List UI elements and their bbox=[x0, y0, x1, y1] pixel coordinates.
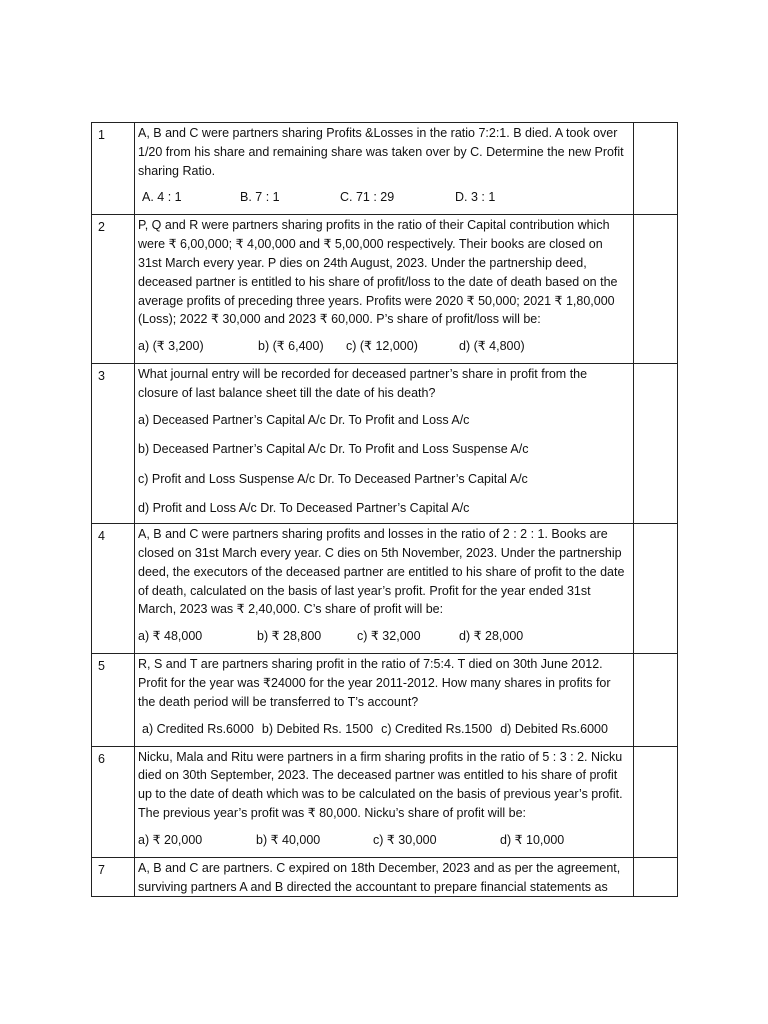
option-b: b) ₹ 40,000 bbox=[256, 832, 321, 847]
answer-cell bbox=[634, 524, 678, 654]
question-row bbox=[92, 654, 678, 746]
option-b: b) Deceased Partner’s Capital A/c Dr. To Profit and Loss Suspense A/c bbox=[138, 442, 529, 457]
answer-cell bbox=[634, 654, 678, 746]
option-d: d) (₹ 4,800) bbox=[459, 339, 525, 354]
question-text: A, B and C are partners. C expired on 18th December, 2023 and as per the agreement, surviving partners A and B directed the accountant to prepare financial statements as bbox=[138, 860, 621, 894]
question-row bbox=[92, 215, 678, 364]
options-row bbox=[138, 627, 629, 645]
question-row bbox=[92, 746, 678, 857]
option-c: C. 71 : 29 bbox=[340, 190, 395, 205]
option-d: D. 3 : 1 bbox=[455, 190, 496, 205]
option-a: a) Deceased Partner’s Capital A/c Dr. To Profit and Loss A/c bbox=[138, 412, 470, 427]
question-text: P, Q and R were partners sharing profits in the ratio of their Capital contribution which were ₹ 6,00,000; ₹ 4,00,000 and ₹ 5,00,000 respectively. Their books are closed on 31st March every year. P dies on 24th August, 2023. Under the partnership deed, deceased partner is entitled to his share of profit/loss to the date of death based on the average profits of preceding three years. Profits were 2020 ₹ 50,000; 2021 ₹ 1,80,000 (Loss); 2022 ₹ 30,000 and 2023 ₹ 60,000. P’s share of profit/loss will be: bbox=[138, 218, 618, 327]
option-a: a) ₹ 48,000 bbox=[138, 629, 203, 644]
options-row bbox=[138, 720, 629, 738]
answer-cell bbox=[634, 215, 678, 364]
option-d: d) ₹ 10,000 bbox=[500, 832, 565, 847]
question-row bbox=[92, 364, 678, 524]
question-number: 1 bbox=[98, 128, 105, 142]
options-row bbox=[138, 188, 629, 206]
option-b: b) Debited Rs. 1500 bbox=[261, 721, 374, 736]
option-c: c) (₹ 12,000) bbox=[346, 339, 418, 354]
question-text: A, B and C were partners sharing profits and losses in the ratio of 2 : 2 : 1. Books are closed on 31st March every year. C dies on 5th November, 2023. Under the partnership deed, the executors of the deceased partner are entitled to his share of profit to the date of death, calculated on the basis of last year’s profit. Profit for the year ended 31st March, 2023 was ₹ 2,40,000. C’s share of profit will be: bbox=[138, 527, 625, 617]
option-d: d) Profit and Loss A/c Dr. To Deceased Partner’s Capital A/c bbox=[138, 501, 470, 516]
question-row bbox=[92, 123, 678, 215]
question-number: 4 bbox=[98, 529, 105, 544]
option-c: c) ₹ 32,000 bbox=[357, 629, 421, 644]
option-a: A. 4 : 1 bbox=[142, 190, 182, 205]
option-d: d) ₹ 28,000 bbox=[459, 629, 524, 644]
options-row bbox=[138, 831, 629, 849]
option-c: c) ₹ 30,000 bbox=[373, 832, 437, 847]
option-b: B. 7 : 1 bbox=[240, 190, 280, 205]
question-number: 2 bbox=[98, 220, 105, 235]
option-c: c) Profit and Loss Suspense A/c Dr. To Deceased Partner’s Capital A/c bbox=[138, 471, 528, 486]
option-c: c) Credited Rs.1500 bbox=[381, 721, 493, 736]
option-a: a) Credited Rs.6000 bbox=[142, 721, 254, 736]
options-list bbox=[138, 411, 629, 518]
question-row bbox=[92, 857, 678, 897]
options-row bbox=[138, 337, 629, 355]
option-b: b) ₹ 28,800 bbox=[257, 629, 322, 644]
question-text: What journal entry will be recorded for deceased partner’s share in profit from the closure of last balance sheet till the date of his death? bbox=[138, 367, 588, 400]
option-a: a) (₹ 3,200) bbox=[138, 339, 204, 354]
question-number: 3 bbox=[98, 369, 105, 384]
question-text: R, S and T are partners sharing profit in the ratio of 7:5:4. T died on 30th June 2012. Profit for the year was ₹24000 for the year 2011-2012. How many shares in profits for the death period will be transferred to T’s account? bbox=[138, 657, 611, 709]
question-number: 5 bbox=[98, 659, 105, 674]
question-text: Nicku, Mala and Ritu were partners in a firm sharing profits in the ratio of 5 : 3 : 2. Nicku died on 30th September, 2023. The deceased partner was entitled to his share of profit up to the date of death which was to be calculated on the basis of previous year’s profit. The previous year’s profit was ₹ 80,000. Nicku’s share of profit will be: bbox=[138, 749, 623, 821]
option-d: d) Debited Rs.6000 bbox=[500, 721, 608, 736]
answer-cell bbox=[634, 364, 678, 524]
answer-cell bbox=[634, 123, 678, 215]
question-number: 7 bbox=[98, 862, 105, 877]
answer-cell bbox=[634, 857, 678, 897]
question-row bbox=[92, 524, 678, 654]
question-text: A, B and C were partners sharing Profits &Losses in the ratio 7:2:1. B died. A took over 1/20 from his share and remaining share was taken over by C. Determine the new Profit sharing Ratio. bbox=[138, 126, 624, 178]
option-b: b) (₹ 6,400) bbox=[258, 339, 324, 354]
option-a: a) ₹ 20,000 bbox=[138, 832, 203, 847]
question-table bbox=[91, 122, 678, 897]
answer-cell bbox=[634, 746, 678, 857]
question-number: 6 bbox=[98, 751, 105, 766]
